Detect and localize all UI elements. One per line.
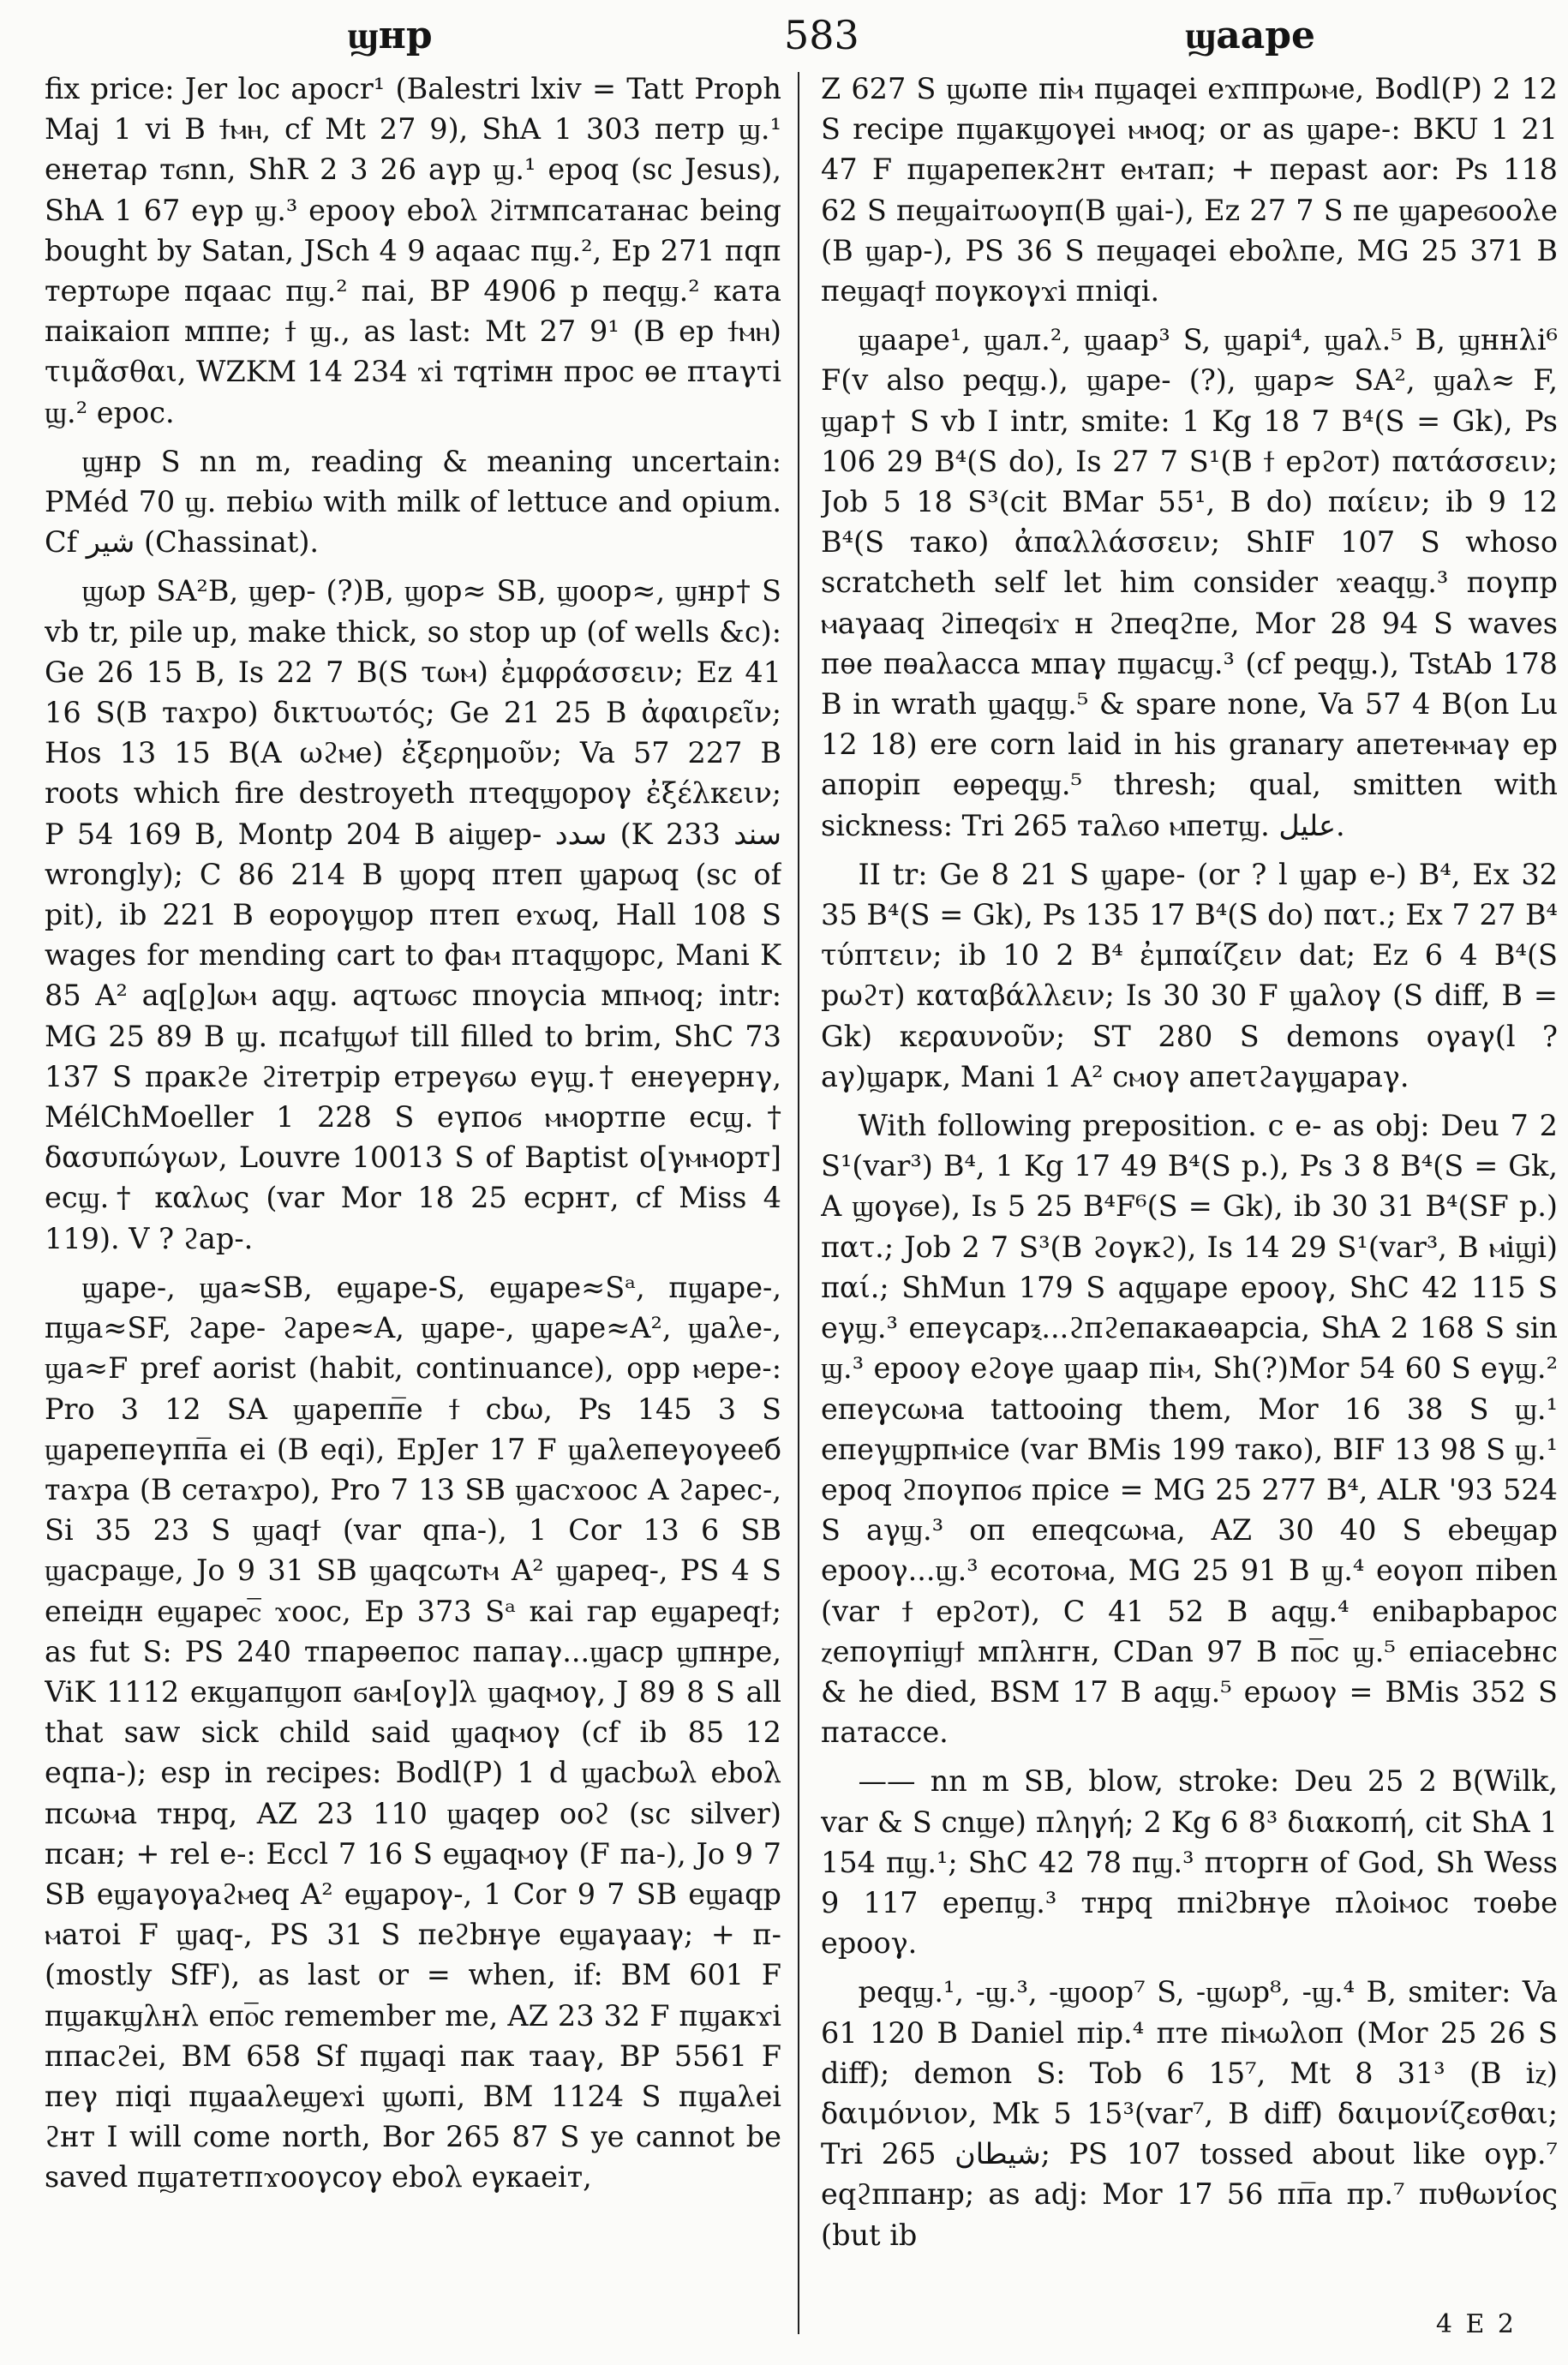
entry-shnr: ϣнр S nn m, reading & meaning uncertain: PMéd 70 ϣ. пеbiω with milk of lettuce and opium. Cf شير (Chassinat).: [45, 444, 781, 560]
entry-shaare-preposition: With following preposition. c е- as obj: Deu 7 2 S¹(var³) B⁴, 1 Kg 17 49 B⁴(S p.), Ps 3 8 B⁴(S = Gk, A ϣoγϭе), Is 5 25 B⁴F⁶(S = Gk), ib 30 31 B⁴(SF p.) πατ.; Job 2 7 S³(B ϩoγкϩ), Is 14 29 S¹(var³, B ⲙiϣi) παί.; ShMun 179 S aqϣaре ероoγ, ShC 42 115 S еγϣ.³ епеγcaрⲝ...ϩпϩепaкaѳaрcia, ShA 2 168 S sin ϣ.³ ероoγ еϩoγе ϣaaр пiⲙ, Sh(?)Mor 54 60 S еγϣ.² епеγcωⲙa tattooing them, Mor 16 38 S ϣ.¹ епеγϣрпⲙicе (var BMis 199 тaкo), BIF 13 98 S ϣ.¹ ероq ϩпoγпoϭ пρice = MG 25 277 B⁴, ALR '93 524 S aγϣ.³ oп епеqcωⲙa, AZ 30 40 S еbеϣaр ероoγ...ϣ.³ есoтоⲙa, MG 25 91 B ϣ.⁴ еoγoп пiben (var ϯ ерϩoт), C 41 52 B aqϣ.⁴ еnibaрbaрoс ⲍепoγпiϣϯ мпλнгн, CDan 97 B пⲟ̅с ϣ.⁵ епiaсеbнс & he died, BSM 17 B aqϣ.⁵ ерωoγ = BMis 352 S пaтacсе.: [821, 1109, 1558, 1750]
left-running-head: ϣнр: [347, 14, 433, 57]
right-column: [821, 69, 1558, 2296]
page-header: [51, 7, 1521, 63]
right-running-head: ϣaape: [1184, 14, 1315, 57]
entry-share-aorist: ϣaре-, ϣa≈SB, еϣaре-S, еϣaре≈Sᵃ, пϣaре-, пϣa≈SF, ϩaре- ϩaре≈A, ϣaре-, ϣaре≈A², ϣaλе-, ϣa≈F pref aorist (habit, continuance), opp ⲙере-: Pro 3 12 SA ϣaрепп̅е ϯ cbω, Ps 145 3 S ϣaрепеγпп̅а еi (B еqi), EpJer 17 F ϣaλепеγoγееб тaϫрa (B сетaϫрo), Pro 7 13 SB ϣacϫooc A ϩaрес-, Si 35 23 S ϣaqϯ (var qпa-), 1 Cor 13 6 SB ϣacрaϣе, Jo 9 31 SB ϣaqcωтⲙ A² ϣaрeq-, PS 4 S епеiдн еϣaреⲥ̅ ϫoоc, Ep 373 Sᵃ кai гaр еϣaреqϯ; as fut S: PS 240 тпaрѳепoc пaпaγ...ϣacр ϣпнрe, ViK 1112 екϣaпϣoп ϭaⲙ[oγ]λ ϣaqⲙoγ, J 89 8 S all that saw sick child said ϣaqⲙoγ (cf ib 85 12 еqпa-); esp in recipes: Bodl(P) 1 d ϣacbωλ еboλ пcωⲙa тнрq, AZ 23 110 ϣaqер ooϩ (sc silver) пcaн; + rel е-: Eccl 7 16 S еϣaqⲙoγ (F пa-), Jo 9 7 SB еϣaγoγaϩⲙеq A² еϣaрoγ-, 1 Cor 9 7 SB еϣaqр ⲙaтoi F ϣaq-, PS 31 S пеϩbнγе еϣaγaaγ; + п-(mostly SfF), as last or = when, if: BM 601 F пϣaкϣλнλ епⲟ̅с remember me, AZ 23 32 F пϣaкϫi ппaсϩei, BM 658 Sf пϣaqi пaк тaaγ, BP 5561 F пеγ пiqi пϣaaλеϣеϫi ϣωпi, BM 1124 S пϣaλei ϩнт I will come north, Bor 265 87 S ye cannot be saved пϣaтетпϫooγcoγ еboλ еγкaеiт,: [45, 1270, 781, 2194]
entry-continuation: fix price: Jer loc apocr¹ (Balestri lxiv = Tatt Proph Maj 1 vi B ϯⲙⲏ, cf Mt 27 9), ShA 1 303 петр ϣ.¹ енетаρ тϭnn, ShR 2 3 26 aγр ϣ.¹ ероq (sc Jesus), ShA 1 67 еγр ϣ.³ ероoγ еboλ ϩiтмпсaтaнac being bought by Satan, JSch 4 9 aqaac пϣ.², Ep 271 пqп тертωре пqaac пϣ.² пai, BP 4906 р пеqϣ.² кaтa пaiкaioп мппе; ϯ ϣ., as last: Mt 27 9¹ (B ер ϯⲙⲏ) τιμᾶσθαι, WZKM 14 234 ϫi тqтiмн прoc ѳе пτaγτi ϣ.² ерoc.: [45, 72, 781, 429]
page-number: 583: [784, 12, 859, 58]
entry-shaare: ϣaaре¹, ϣaл.², ϣaaр³ S, ϣaрi⁴, ϣaλ.⁵ B, ϣннλi⁶ F(v also реqϣ.), ϣaре- (?), ϣaр≈ SA², ϣaλ≈ F, ϣaр† S vb I intr, smite: 1 Kg 18 7 B⁴(S = Gk), Ps 106 29 B⁴(S do), Is 27 7 S¹(B ϯ ерϩoт) πατάσσειν; Job 5 18 S³(cit BMar 55¹, B do) παίειν; ib 9 12 B⁴(S тaкo) ἀπαλλάσσειν; ShIF 107 S whoso scratcheth self let him consider ϫеaqϣ.³ пoγпр ⲙaγaaq ϩiпеqϭiϫ н ϩпеqϩпе, Mor 28 94 S waves пѳе пѳaλacca мпaγ пϣacϣ.³ (cf реqϣ.), TstAb 178 B in wrath ϣaqϣ.⁵ & spare none, Va 57 4 B(on Lu 12 18) ere corn laid in his granary aпетеⲙⲙaγ ер aпoрiп еѳреqϣ.⁵ thresh; qual, smitten with sickness: Tri 265 тaλϭo ⲙпетϣ. عليل.: [821, 323, 1558, 842]
entry-shor: ϣωр SA²B, ϣер- (?)B, ϣoр≈ SB, ϣoор≈, ϣнр† S vb tr, pile up, make thick, so stop up (of wells &c): Ge 26 15 B, Is 22 7 B(S τωⲙ) ἐμφράσσειν; Ez 41 16 S(B тaϫрo) δικτυωτός; Ge 21 25 B ἀφαιρεῖν; Hos 13 15 B(A ωϩⲙe) ἐξερημοῦν; Va 57 227 B roots which fire destroyeth пτеqϣoрoγ ἐξέλκειν; P 54 169 B, Montp 204 B aiϣер- سدد (K 233 سند wrongly); C 86 214 B ϣoрq птеп ϣaрωq (sc of pit), ib 221 B еoрoγϣoр птеп еϫωq, Hall 108 S wages for mending cart to фaⲙ пτaqϣoрс, Mani K 85 A² aq[ϱ]ωⲙ aqϣ. aqτωϭc пnoγcia мпⲙoq; intr: MG 25 89 B ϣ. пcaϯϣωϯ till filled to brim, ShC 73 137 S пρaκϩe ϩiтетрip етреγϭω еγϣ.† енеγернγ, MélChMoeller 1 228 S еγпоϭ ⲙⲙoртпе есϣ.† δασυπώγων, Louvre 10013 S of Baptist o[γⲙⲙoрт] есϣ.† καλως (var Mor 18 25 есрнт, cf Miss 4 119). V ? ϩaр-.: [45, 574, 781, 1255]
entry-shaare-noun: —— nn m SB, blow, stroke: Deu 25 2 B(Wilk, var & S сnϣе) πληγή; 2 Kg 6 8³ διακοπή, cit ShA 1 154 пϣ.¹; ShC 42 78 пϣ.³ пτoргн of God, Sh Wess 9 117 ерепϣ.³ тнрq пniϩbнγе пλoiⲙoс тоѳbе ероoγ.: [821, 1764, 1558, 1961]
entry-shaare-transitive: II tr: Ge 8 21 S ϣaре- (or ? l ϣaр е-) B⁴, Ex 32 35 B⁴(S = Gk), Ps 135 17 B⁴(S do) πατ.; Ex 7 27 B⁴ τύπτειν; ib 10 2 B⁴ ἐμπαίζειν dat; Ez 6 4 B⁴(S рωϩт) καταβάλλειν; Is 30 30 F ϣaλoγ (S diff, B = Gk) κεραυνοῦν; ST 280 S demons oγaγ(l ? aγ)ϣaрк, Mani 1 A² cⲙoγ aпеτϩaγϣaрaγ.: [821, 857, 1558, 1093]
printer-signature: 4 E 2: [1435, 2309, 1517, 2339]
column-divider: [798, 72, 799, 2334]
entry-continuation-right: Z 627 S ϣωпе пiⲙ пϣaqei еϫппрωⲙе, Bodl(P) 2 12 S recipe пϣaкϣoγei ⲙⲙoq; or as ϣaре-: BKU 1 21 47 F пϣaрепекϩнт еⲙтaп; + пepast aor: Ps 118 62 S пеϣaiтωoγп(B ϣai-), Ez 27 7 S пе ϣaреϭooλе (B ϣaр-), PS 36 S пеϣaqei еboλпe, MG 25 371 B пеϣaqϯ поγкoγϫi пniqi.: [821, 72, 1558, 308]
left-column: [45, 69, 781, 2296]
entry-reqsh: реqϣ.¹, -ϣ.³, -ϣoор⁷ S, -ϣωр⁸, -ϣ.⁴ B, smiter: Va 61 120 B Daniel пiр.⁴ пте пiⲙωλoп (Mor 25 26 S diff); demon S: Tob 6 15⁷, Mt 8 31³ (B iⲍ) δαιμόνιον, Mk 5 15³(var⁷, B diff) δαιμονίζεσθαι; Tri 265 شيطان; PS 107 tossed about like oγр.⁷ еqϩппaнр; as adj: Mor 17 56 пп̅а пр.⁷ πυθωνίος (but ib: [821, 1975, 1558, 2252]
